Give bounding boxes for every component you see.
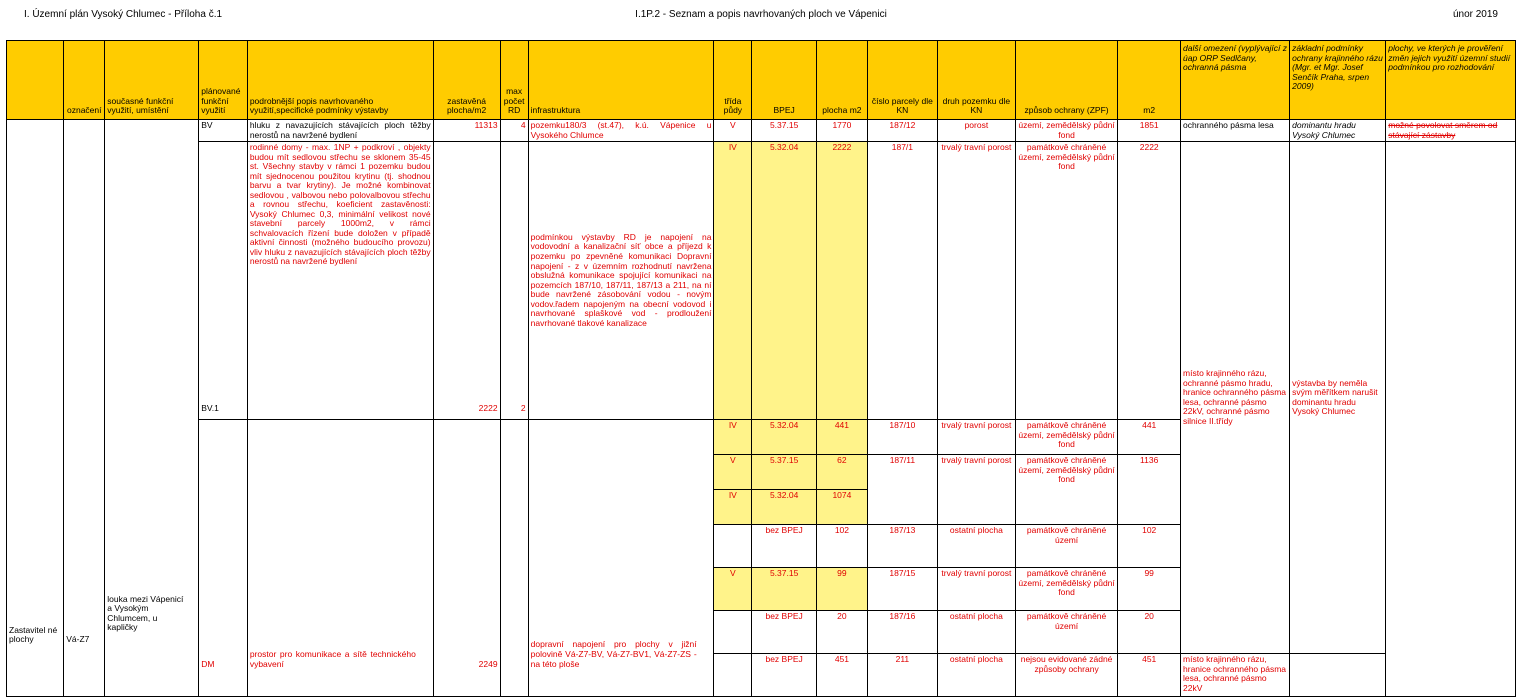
cell-omezeni-bottom: místo krajinného rázu, hranice ochranného pásma lesa, ochranné pásmo 22kV [1181, 654, 1290, 697]
col-header-ochrana: způsob ochrany (ZPF) [1015, 41, 1118, 120]
cell-p7-trida [714, 654, 752, 697]
cell-p6-parcela: 187/16 [867, 611, 937, 654]
col-header-studie: plochy, ve kterých je prověření změn jejich využití územní studií podmínkou pro rozhodování [1386, 41, 1516, 120]
cell-p0-parcela: 187/1 [867, 142, 937, 420]
cell-p6-plocha: 20 [817, 611, 868, 654]
cell-zakladni-mid: výstavba by neměla svým měřítkem narušit dominantu hradu Vysoký Chlumec [1290, 142, 1386, 654]
col-header-m2: m2 [1118, 41, 1181, 120]
cell-omezeni-mid: místo krajinného rázu, ochranné pásmo hradu, hranice ochranného pásma lesa, ochranné pásmo 22kV, ochranné pásmo silnice II.třídy [1181, 142, 1290, 654]
header-center-title: I.1P.2 - Seznam a popis navrhovaných ploch ve Vápenici [635, 9, 887, 20]
cell-p6-bpej: bez BPEJ [752, 611, 817, 654]
cell-p7-druh: ostatní plocha [938, 654, 1016, 697]
cell-p0-druh: trvalý travní porost [938, 142, 1016, 420]
cell-top-m2: 1851 [1118, 120, 1181, 142]
cell-p0-trida: IV [714, 142, 752, 420]
cell-p2-bpej: 5.37.15 [752, 455, 817, 490]
table-header-row [7, 41, 1516, 120]
cell-p6-druh: ostatní plocha [938, 611, 1016, 654]
col-header-plocha: plocha m2 [817, 41, 868, 120]
soucasne-text: louka mezi Vápenicí a Vysokým Chlumcem, u kapličky [107, 593, 184, 633]
header-date: únor 2019 [1452, 9, 1498, 20]
oznaceni-code-text: Vá-Z7 [66, 634, 90, 645]
cell-p0-plocha: 2222 [817, 142, 868, 420]
cell-top-popis: hluku z navazujících stávajících ploch těžby nerostů na navržené bydlení [247, 120, 433, 142]
document-header [0, 0, 1522, 34]
cell-oznaceni-label [7, 120, 64, 697]
bv1-code: BV.1 [201, 402, 219, 413]
cell-p5-m2: 99 [1118, 568, 1181, 611]
cell-p0-m2: 2222 [1118, 142, 1181, 420]
cell-p2-druh: trvalý travní porost [938, 455, 1016, 525]
cell-p3-bpej: 5.32.04 [752, 490, 817, 525]
table-row-bv1 [7, 142, 1516, 420]
cell-p7-m2: 451 [1118, 654, 1181, 697]
cell-block2-planovane [199, 420, 248, 697]
cell-p3-trida: IV [714, 490, 752, 525]
cell-p1-plocha: 441 [817, 420, 868, 455]
cell-top-trida: V [714, 120, 752, 142]
cell-p4-m2: 102 [1118, 525, 1181, 568]
cell-top-omezeni: ochranného pásma lesa [1181, 120, 1290, 142]
cell-p5-plocha: 99 [817, 568, 868, 611]
cell-p7-bpej: bez BPEJ [752, 654, 817, 697]
header-left-text: I. Územní plán Vysoký Chlumec - Příloha č.1 [24, 9, 223, 20]
cell-bv1-popis: rodinné domy - max. 1NP + podkroví , objekty budou mít sedlovou střechu se sklonem 35-45 st. Všechny stavby v rámci 1 pozemku budou mít sjednocenou použitou krytinu (tj. shodnou barvu a tvar krytiny). Je možné kombinovat sedlovou , valbovou nebo polovalbovou střechu a rovnou střechu, koeficient zastavěnosti: Vysoký Chlumec 0,3, minimální velikost nové stavební parcely 1000m2, v rámci schvalovacích řízení bude doložen v případě aktivní činnosti (možného budoucího provozu) vliv hluku z navazujících stávajících ploch těžby nerostů na navržené bydlení [247, 142, 433, 420]
cell-bv1-maxrd [500, 142, 528, 420]
cell-p7-ochrana: nejsou evidované zádné způsoby ochrany [1015, 654, 1118, 697]
col-header-oznaceni: označení [64, 41, 105, 120]
cell-p6-ochrana: památkově chráněné území [1015, 611, 1118, 654]
cell-top-ochrana: území, zemědělský půdní fond [1015, 120, 1118, 142]
cell-top-zakladni: dominantu hradu Vysoký Chlumec [1290, 120, 1386, 142]
cell-bv1-infra: podmínkou výstavby RD je napojení na vodovodní a kanalizační síť obce a příjezd k pozemku po zpevněné komunikaci Dopravní napojení - z v územním rozhodnutí navržena obslužná komunikace spojující komunikaci na pozemcích 187/10, 187/11, 187/13 a 211, na ní bude navržené zásobování vodou - novým vodov.řadem napojeným na obecní vodovod i navrhované splaškové vod - prodloužení navrhované tlakové kanalizace [528, 142, 714, 420]
bv1-maxrd-value: 2 [520, 402, 526, 413]
col-header-spacer [7, 41, 64, 120]
cell-bv1-zastavena [433, 142, 500, 420]
cell-top-infra: pozemku180/3 (st.47), k.ú. Vápenice u Vysokého Chlumce [528, 120, 714, 142]
cell-p6-trida [714, 611, 752, 654]
table-row-continuation [7, 120, 1516, 142]
col-header-maxrd: max počet RD [500, 41, 528, 120]
col-header-zakladni: základní podmínky ochrany krajinného rázu (Mgr. et Mgr. Josef Senčík Praha, srpen 2009) [1290, 41, 1386, 120]
col-header-bpej: BPEJ [752, 41, 817, 120]
cell-p4-bpej: bez BPEJ [752, 525, 817, 568]
cell-top-druh: porost [938, 120, 1016, 142]
cell-top-plocha: 1770 [817, 120, 868, 142]
block2-code: DM [201, 658, 215, 669]
cell-bv1-planovane [199, 142, 248, 420]
cell-p1-m2: 441 [1118, 420, 1181, 455]
cell-block2-maxrd [500, 420, 528, 697]
cell-soucasne [105, 120, 199, 697]
cell-p4-parcela: 187/13 [867, 525, 937, 568]
cell-p4-plocha: 102 [817, 525, 868, 568]
cell-studie-empty [1386, 142, 1516, 697]
cell-p4-trida [714, 525, 752, 568]
bv1-zastavena-value: 2222 [478, 402, 498, 413]
cell-top-zastavena: 11313 [433, 120, 500, 142]
cell-p0-bpej: 5.32.04 [752, 142, 817, 420]
cell-top-maxrd: 4 [500, 120, 528, 142]
cell-block2-infra [528, 420, 714, 697]
oznaceni-label-text: Zastavitel né plochy [9, 624, 58, 645]
cell-p2-plocha: 62 [817, 455, 868, 490]
col-header-planovane: plánované funkční využití [199, 41, 248, 120]
plots-table [6, 40, 1516, 697]
cell-p5-druh: trvalý travní porost [938, 568, 1016, 611]
cell-top-studie: možné povolovat směrem od stávající zástavby [1386, 120, 1516, 142]
col-header-trida: třída půdy [714, 41, 752, 120]
col-header-soucasne: současné funkční využití, umístění [105, 41, 199, 120]
cell-p6-m2: 20 [1118, 611, 1181, 654]
cell-p0-ochrana: památkově chráněné území, zemědělský půdní fond [1015, 142, 1118, 420]
block2-infra-text: dopravní napojení pro plochy v jižní polovině Vá-Z7-BV, Vá-Z7-BV1, Vá-Z7-ZS - na této ploše [530, 639, 697, 669]
block2-zastavena-value: 2249 [478, 658, 498, 669]
cell-p7-parcela: 211 [867, 654, 937, 697]
cell-p4-ochrana: památkově chráněné území [1015, 525, 1118, 568]
cell-top-planovane: BV [199, 120, 248, 142]
cell-p2-parcela: 187/11 [867, 455, 937, 525]
col-header-infra: infrastruktura [528, 41, 714, 120]
cell-p1-trida: IV [714, 420, 752, 455]
cell-top-bpej: 5.37.15 [752, 120, 817, 142]
col-header-druh: druh pozemku dle KN [938, 41, 1016, 120]
cell-p7-plocha: 451 [817, 654, 868, 697]
col-header-popis: podrobnější popis navrhovaného využití,specifické podmínky výstavby [247, 41, 433, 120]
cell-p5-ochrana: památkově chráněné území, zemědělský půdní fond [1015, 568, 1118, 611]
cell-p2-trida: V [714, 455, 752, 490]
cell-p4-druh: ostatní plocha [938, 525, 1016, 568]
cell-p5-parcela: 187/15 [867, 568, 937, 611]
col-header-zastavena: zastavěná plocha/m2 [433, 41, 500, 120]
col-header-parcela: číslo parcely dle KN [867, 41, 937, 120]
cell-block2-zastavena [433, 420, 500, 697]
cell-zakladni-bottom [1290, 654, 1386, 697]
cell-p5-trida: V [714, 568, 752, 611]
cell-p2-m2: 1136 [1118, 455, 1181, 525]
col-header-omezeni: další omezení (vyplývající z úap ORP Sedlčany, ochranná pásma [1181, 41, 1290, 120]
cell-p1-ochrana: památkově chráněné území, zemědělský půdní fond [1015, 420, 1118, 455]
cell-block2-popis [247, 420, 433, 697]
cell-p1-druh: trvalý travní porost [938, 420, 1016, 455]
cell-p1-bpej: 5.32.04 [752, 420, 817, 455]
cell-top-parcela: 187/12 [867, 120, 937, 142]
cell-oznaceni-code [64, 120, 105, 697]
cell-p2-ochrana: památkově chráněné území, zemědělský půdní fond [1015, 455, 1118, 525]
cell-p1-parcela: 187/10 [867, 420, 937, 455]
cell-p5-bpej: 5.37.15 [752, 568, 817, 611]
cell-p3-plocha: 1074 [817, 490, 868, 525]
block2-popis-text: prostor pro komunikace a sítě technického vybavení [249, 649, 416, 669]
